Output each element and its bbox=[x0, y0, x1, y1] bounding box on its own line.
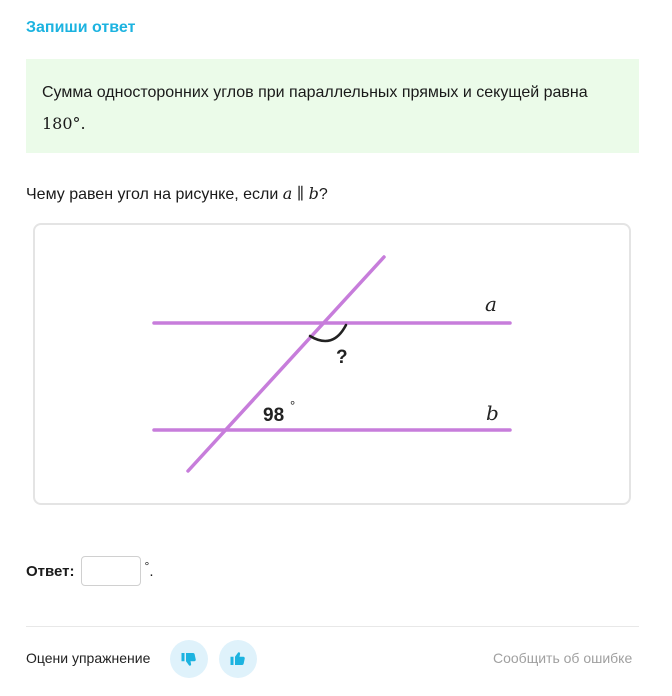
answer-period: . bbox=[149, 562, 154, 580]
section-title: Запиши ответ bbox=[26, 19, 136, 36]
report-error-link[interactable]: Сообщить об ошибке bbox=[493, 650, 633, 666]
divider bbox=[26, 626, 639, 627]
given-angle-degree: ° bbox=[290, 398, 296, 413]
answer-degree: ° bbox=[144, 558, 150, 573]
dislike-button[interactable] bbox=[170, 640, 208, 678]
transversal-line bbox=[188, 257, 384, 471]
unknown-angle-label: ? bbox=[336, 347, 348, 368]
answer-label: Ответ: bbox=[26, 562, 75, 580]
answer-row bbox=[26, 556, 154, 586]
thumbs-down-icon bbox=[180, 650, 198, 668]
rate-label: Оцени упражнение bbox=[26, 650, 151, 666]
hint-box bbox=[26, 59, 639, 153]
question-line-a: a bbox=[282, 184, 293, 203]
parallel-symbol: ∥ bbox=[296, 184, 305, 203]
label-b: b bbox=[486, 401, 499, 425]
hint-text: Сумма односторонних углов при параллельных прямых и секущей равна bbox=[42, 84, 588, 101]
answer-suffix bbox=[144, 558, 154, 580]
figure-box bbox=[33, 223, 631, 505]
hint-value: 180°. bbox=[42, 114, 86, 133]
given-angle-label: 98 bbox=[263, 405, 285, 426]
question-text bbox=[26, 184, 328, 204]
question-prefix: Чему равен угол на рисунке, если bbox=[26, 186, 279, 203]
question-line-b: b bbox=[308, 184, 319, 203]
like-button[interactable] bbox=[219, 640, 257, 678]
answer-input[interactable] bbox=[81, 556, 141, 586]
question-mark: ? bbox=[318, 186, 328, 203]
label-a: a bbox=[485, 292, 497, 316]
geometry-figure bbox=[33, 223, 631, 505]
thumbs-up-icon bbox=[229, 650, 247, 668]
